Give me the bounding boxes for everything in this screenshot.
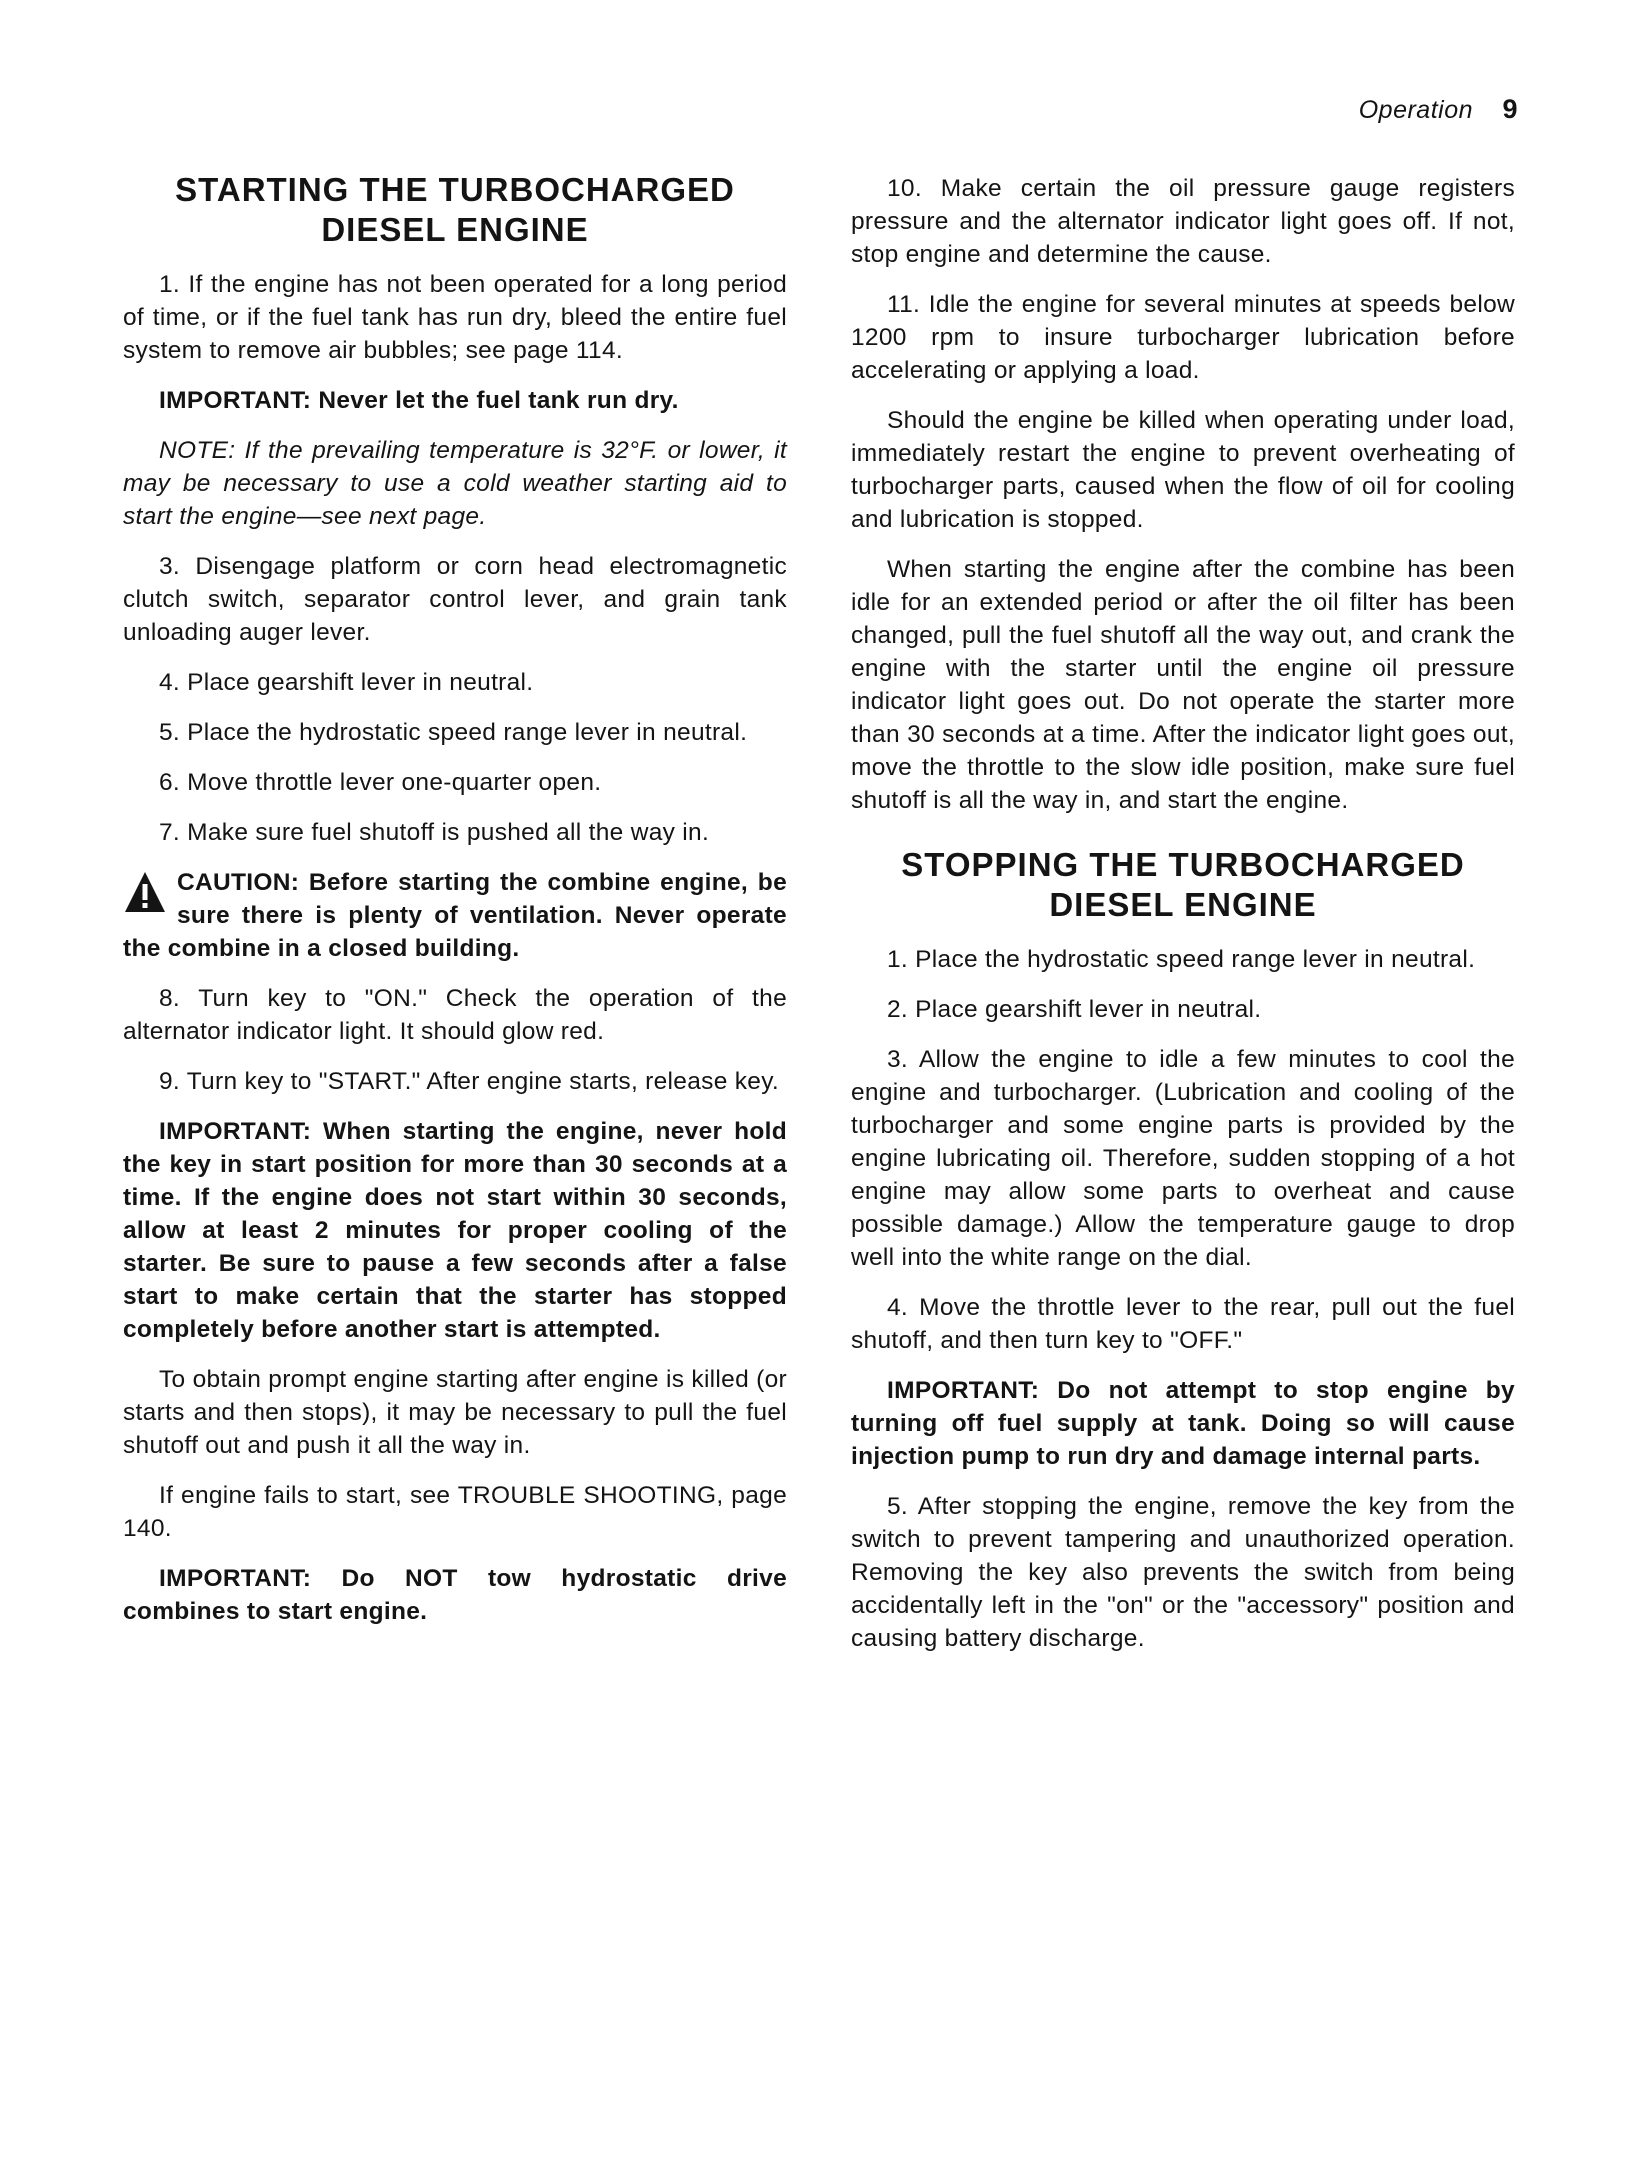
caution-ventilation: CAUTION: Before starting the combine engine, be sure there is plenty of ventilation. Never operate the combine in a closed building. [123, 869, 787, 962]
note-cold-weather: NOTE: If the prevailing temperature is 32°F. or lower, it may be necessary to use a cold weather starting aid to start the engine—see next page. [123, 437, 787, 530]
important-note-fuel-supply: IMPORTANT: Do not attempt to stop engine by turning off fuel supply at tank. Doing so will cause injection pump to run dry and damage internal parts. [851, 1377, 1515, 1470]
step-8: 8. Turn key to "ON." Check the operation of the alternator indicator light. It should glow red. [123, 985, 787, 1045]
prompt-starting-text: To obtain prompt engine starting after engine is killed (or starts and then stops), it may be necessary to pull the fuel shutoff out and push it all the way in. [123, 1366, 787, 1459]
step-6: 6. Move throttle lever one-quarter open. [159, 769, 602, 796]
caution-block [123, 866, 787, 965]
important-note-towing: IMPORTANT: Do NOT tow hydrostatic drive combines to start engine. [123, 1565, 787, 1625]
section-name: Operation [1358, 96, 1474, 124]
starting-heading-line1: STARTING THE TURBOCHARGED [175, 171, 735, 208]
step-11: 11. Idle the engine for several minutes at speeds below 1200 rpm to insure turbocharger lubrication before accelerating or applying a load. [851, 291, 1515, 384]
starting-heading [123, 170, 787, 250]
important-note-fuel-tank: IMPORTANT: Never let the fuel tank run dry. [159, 387, 679, 414]
right-column [851, 172, 1515, 1672]
stopping-heading [851, 845, 1515, 925]
page-header [1359, 94, 1518, 125]
left-column [123, 170, 787, 1645]
step-10: 10. Make certain the oil pressure gauge registers pressure and the alternator indicator light goes off. If not, stop engine and determine the cause. [851, 175, 1515, 268]
stop-step-2: 2. Place gearshift lever in neutral. [887, 996, 1262, 1023]
step-9: 9. Turn key to "START." After engine starts, release key. [159, 1068, 780, 1095]
step-7: 7. Make sure fuel shutoff is pushed all the way in. [159, 819, 710, 846]
engine-killed-text: Should the engine be killed when operating under load, immediately restart the engine to prevent overheating of turbocharger parts, caused when the flow of oil for cooling and lubrication is stopped. [851, 407, 1515, 533]
stop-step-4: 4. Move the throttle lever to the rear, pull out the fuel shutoff, and then turn key to "OFF." [851, 1294, 1515, 1354]
step-4: 4. Place gearshift lever in neutral. [159, 669, 534, 696]
step-1: 1. If the engine has not been operated for a long period of time, or if the fuel tank has run dry, bleed the entire fuel system to remove air bubbles; see page 114. [123, 271, 787, 364]
stop-step-5: 5. After stopping the engine, remove the key from the switch to prevent tampering and unauthorized operation. Removing the key also prevents the switch from being accidentally left in the "on" or the "accessory" position and causing battery discharge. [851, 1493, 1515, 1652]
step-5: 5. Place the hydrostatic speed range lever in neutral. [159, 719, 748, 746]
stop-step-1: 1. Place the hydrostatic speed range lever in neutral. [887, 946, 1476, 973]
important-note-starter: IMPORTANT: When starting the engine, never hold the key in start position for more than 30 seconds at a time. If the engine does not start within 30 seconds, allow at least 2 minutes for proper cooling of the starter. Be sure to pause a few seconds after a false start to make certain that the starter has stopped completely before another start is attempted. [123, 1118, 787, 1343]
extended-idle-text: When starting the engine after the combine has been idle for an extended period or after the oil filter has been changed, pull the fuel shutoff all the way out, and crank the engine with the starter until the engine oil pressure indicator light goes out. Do not operate the starter more than 30 seconds at a time. After the indicator light goes out, move the throttle to the slow idle position, make sure fuel shutoff is all the way in, and start the engine. [851, 556, 1515, 814]
stopping-heading-line2: DIESEL ENGINE [1049, 886, 1317, 923]
page-number: 9 [1502, 94, 1518, 124]
stop-step-3: 3. Allow the engine to idle a few minutes to cool the engine and turbocharger. (Lubrication and cooling of the turbocharger and some engine parts is provided by the engine lubricating oil. Therefore, sudden stopping of a hot engine may allow some parts to overheat and cause possible damage.) Allow the temperature gauge to drop well into the white range on the dial. [851, 1046, 1515, 1271]
trouble-shooting-reference: If engine fails to start, see TROUBLE SHOOTING, page 140. [123, 1482, 787, 1542]
stopping-heading-line1: STOPPING THE TURBOCHARGED [901, 846, 1465, 883]
step-3: 3. Disengage platform or corn head electromagnetic clutch switch, separator control lever, and grain tank unloading auger lever. [123, 553, 787, 646]
starting-heading-line2: DIESEL ENGINE [321, 211, 589, 248]
